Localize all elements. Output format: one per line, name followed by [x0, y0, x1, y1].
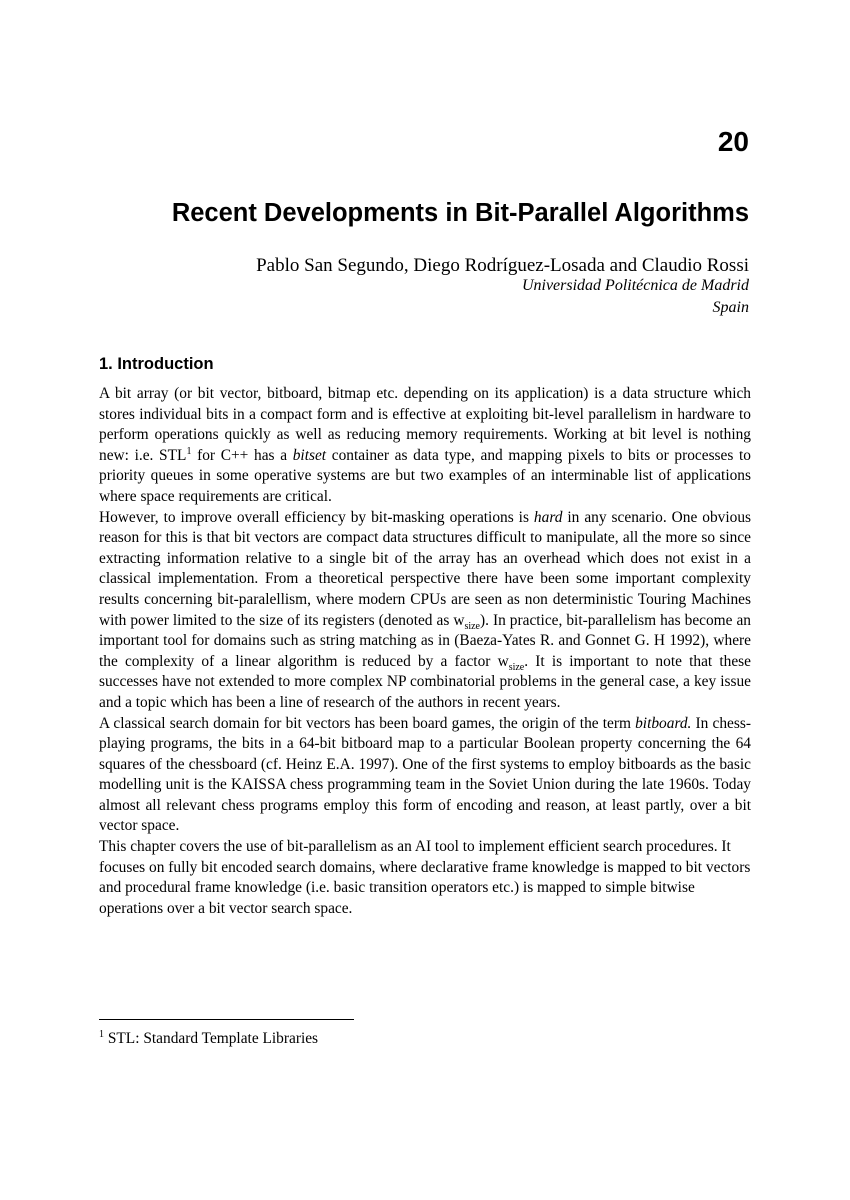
author-list: Pablo San Segundo, Diego Rodríguez-Losada and Claudio Rossi	[256, 255, 749, 276]
footnote-divider	[99, 1019, 354, 1020]
footnote-text: STL: Standard Template Libraries	[104, 1030, 319, 1047]
footnote-reference[interactable]: 1	[186, 445, 192, 457]
emphasis-bitset: bitset	[292, 446, 327, 464]
footnote	[99, 1030, 318, 1048]
affiliation-university: Universidad Politécnica de Madrid	[521, 277, 749, 294]
emphasis-hard: hard	[533, 508, 563, 526]
affiliation-country: Spain	[712, 299, 749, 316]
section-heading: 1. Introduction	[99, 355, 214, 373]
subscript-size: size	[508, 661, 525, 673]
emphasis-bitboard: bitboard.	[635, 714, 692, 732]
section-body	[99, 384, 751, 919]
chapter-number: 20	[717, 126, 749, 157]
paragraph-1: A bit array (or bit vector, bitboard, bitmap etc. depending on its application) is a data structure which stores individual bits in a compact form and is effective at exploiting bit-level parallelism in hardware to perform operations quickly as well as reducing memory requirements. Working at bit level is nothing new: i.e. STL$^1$ for C++ has a bitset container as data type, and mapping pixels to bits or processes to priority queues in some operative systems are but two examples of an interminable list of applications where space requirements are critical.	[99, 385, 752, 505]
subscript-size: size	[464, 620, 480, 632]
paragraph-3: A classical search domain for bit vectors has been board games, the origin of the term bitboard. In chess-playing programs, the bits in a 64-bit bitboard map to a particular Boolean property concerning the 64 squares of the chessboard (cf. Heinz E.A. 1997). One of the first systems to employ bitboards as the basic modelling unit is the KAISSA chess programming team in the Soviet Union during the late 1960s. Today almost all relevant chess programs employ this form of encoding and reason, at least partly, over a bit vector space.	[99, 714, 751, 835]
footnote-marker: 1	[99, 1028, 104, 1040]
paragraph-4: This chapter covers the use of bit-parallelism as an AI tool to implement efficient search procedures. It focuses on fully bit encoded search domains, where declarative frame knowledge is mapped to bit vectors and procedural frame knowledge (i.e. basic transition operators etc.) is mapped to simple bitwise operations over a bit vector search space.	[99, 838, 751, 917]
chapter-title: Recent Developments in Bit-Parallel Algorithms	[171, 199, 749, 227]
paragraph-2: However, to improve overall efficiency by bit-masking operations is hard in any scenario. One obvious reason for this is that bit vectors are compact data structures difficult to manipulate, all the more so since extracting information relative to a single bit of the array has an overhead which does not exist in a classical implementation. From a theoretical perspective there have been some important complexity results concerning bit-paralellism, where modern CPUs are seen as non deterministic Touring Machines with power limited to the size of its registers (denoted as $w_{size}$). In practice, bit-parallelism has become an important tool for domains such as string matching as in (Baeza-Yates R. and Gonnet G. H 1992), where the complexity of a linear algorithm is reduced by a factor $w_{size}$. It is important to note that these successes have not extended to more complex NP combinatorial problems in the general case, a key issue and a topic which has been a line of research of the authors in recent years.	[99, 508, 752, 711]
